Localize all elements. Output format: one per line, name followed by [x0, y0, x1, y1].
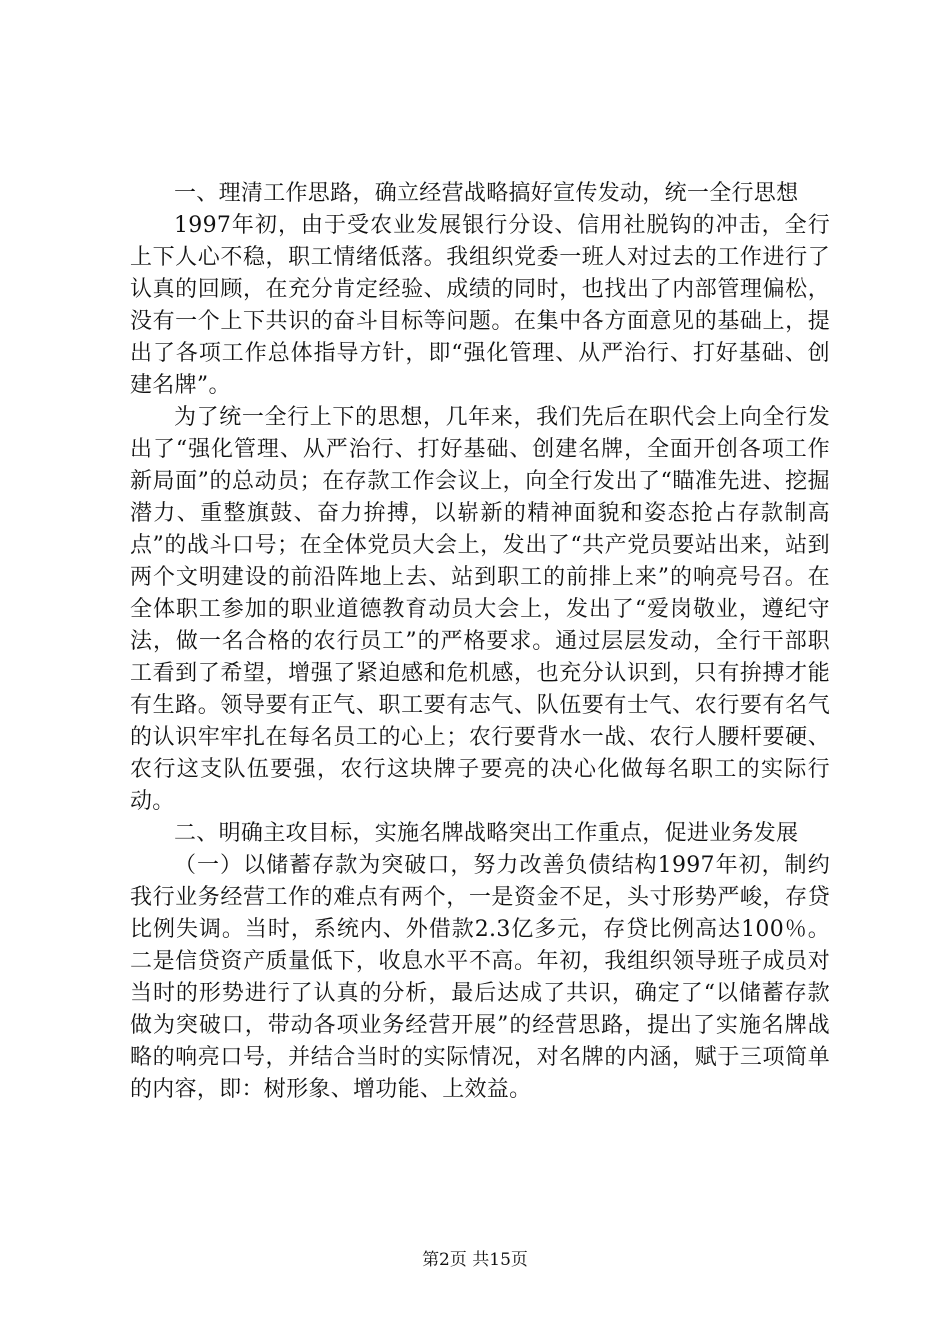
body-paragraph: 为了统一全行上下的思想，几年来，我们先后在职代会上向全行发出了“强化管理、从严治行、打好基础、创建名牌，全面开创各项工作新局面”的总动员；在存款工作会议上，向全行发出了“瞄准先进、挖掘潜力、重整旗鼓、奋力拚搏，以崭新的精神面貌和姿态抢占存款制高点”的战斗口号；在全体党员大会上，发出了“共产党员要站出来，站到两个文明建设的前沿阵地上去、站到职工的前排上来”的响亮号召。在全体职工参加的职业道德教育动员大会上，发出了“爱岗敬业，遵纪守法，做一名合格的农行员工”的严格要求。通过层层发动，全行干部职工看到了希望，增强了紧迫感和危机感，也充分认识到，只有拚搏才能有生路。领导要有正气、职工要有志气、队伍要有士气、农行要有名气的认识牢牢扎在每名员工的心上；农行要背水一战、农行人腰杆要硬、农行这支队伍要强，农行这块牌子要亮的决心化做每名职工的实际行动。	[130, 405, 830, 814]
section-heading-1: 一、理清工作思路，确立经营战略搞好宣传发动，统一全行思想	[174, 181, 799, 206]
body-paragraph: 1997年初，由于受农业发展银行分设、信用社脱钩的冲击，全行上下人心不稳，职工情绪低落。我组织党委一班人对过去的工作进行了认真的回顾，在充分肯定经验、成绩的同时，也找出了内部管理偏松，没有一个上下共识的奋斗目标等问题。在集中各方面意见的基础上，提出了各项工作总体指导方针，即“强化管理、从严治行、打好基础、创建名牌”。	[130, 213, 830, 398]
body-paragraph: （一）以储蓄存款为突破口，努力改善负债结构1997年初，制约我行业务经营工作的难点有两个，一是资金不足，头寸形势严峻，存贷比例失调。当时，系统内、外借款2.3亿多元，存贷比例高达100％。二是信贷资产质量低下，收息水平不高。年初，我组织领导班子成员对当时的形势进行了认真的分析，最后达成了共识，确定了“以储蓄存款做为突破口，带动各项业务经营开展”的经营思路，提出了实施名牌战略的响亮口号，并结合当时的实际情况，对名牌的内涵，赋于三项简单的内容，即：树形象、增功能、上效益。	[130, 853, 830, 1102]
page-number-footer: 第2页 共15页	[422, 1250, 528, 1270]
section-heading-2: 二、明确主攻目标，实施名牌战略突出工作重点，促进业务发展	[174, 821, 799, 846]
document-body	[130, 178, 830, 1106]
